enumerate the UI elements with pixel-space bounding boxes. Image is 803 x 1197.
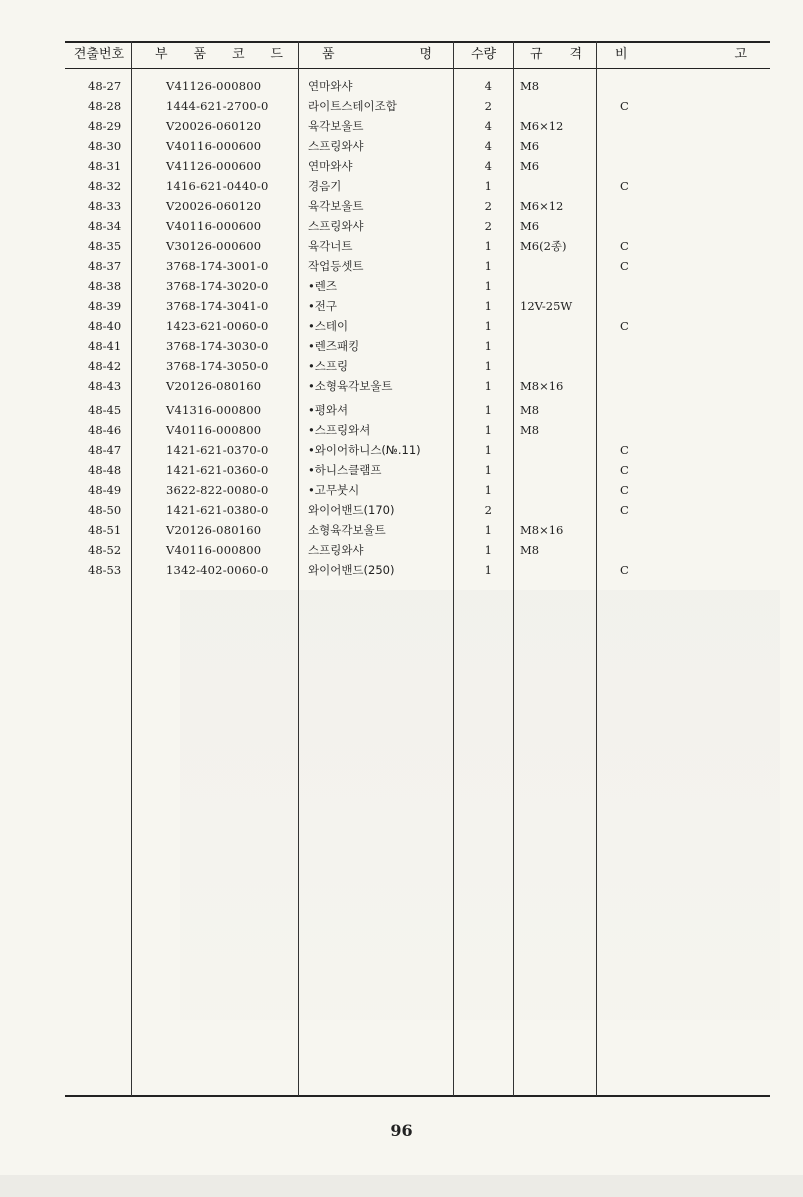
cell-name: •스프링와셔 bbox=[308, 423, 371, 437]
cell-name: •고무붓시 bbox=[308, 483, 360, 497]
cell-name: •렌즈패킹 bbox=[308, 339, 360, 353]
cell-name: •스테이 bbox=[308, 319, 349, 333]
table-row bbox=[0, 500, 803, 520]
table-row bbox=[0, 76, 803, 96]
cell-note: C bbox=[620, 179, 629, 193]
cell-qty: 4 bbox=[484, 139, 492, 153]
cell-no: 48-42 bbox=[88, 359, 122, 373]
cell-no: 48-28 bbox=[88, 99, 122, 113]
cell-code: 1342-402-0060-0 bbox=[166, 563, 269, 577]
table-row bbox=[0, 460, 803, 480]
cell-code: V40116-000600 bbox=[166, 219, 262, 233]
cell-spec: M6 bbox=[520, 139, 540, 153]
header-code-char: 코 bbox=[231, 47, 245, 62]
cell-code: V41126-000600 bbox=[166, 159, 262, 173]
cell-code: 3768-174-3001-0 bbox=[166, 259, 269, 273]
cell-name: 와이어밴드(250) bbox=[308, 563, 395, 577]
cell-name: •평와셔 bbox=[308, 403, 349, 417]
cell-no: 48-35 bbox=[88, 239, 122, 253]
table-row bbox=[0, 316, 803, 336]
header-code-char: 품 bbox=[193, 47, 207, 62]
cell-note: C bbox=[620, 319, 629, 333]
cell-no: 48-50 bbox=[88, 503, 122, 517]
cell-no: 48-51 bbox=[88, 523, 122, 537]
table-row bbox=[0, 176, 803, 196]
cell-no: 48-47 bbox=[88, 443, 122, 457]
cell-qty: 1 bbox=[484, 443, 492, 457]
cell-spec: M8 bbox=[520, 543, 540, 557]
cell-code: 3768-174-3020-0 bbox=[166, 279, 269, 293]
cell-code: V20026-060120 bbox=[166, 119, 262, 133]
cell-spec: M8×16 bbox=[520, 523, 564, 537]
cell-name: 경음기 bbox=[308, 179, 342, 193]
cell-code: V40116-000800 bbox=[166, 543, 262, 557]
cell-spec: M6×12 bbox=[520, 199, 564, 213]
cell-name: •와이어하니스(№.11) bbox=[308, 443, 421, 457]
cell-no: 48-33 bbox=[88, 199, 122, 213]
header-spec-char: 규 bbox=[530, 47, 543, 62]
cell-code: 3768-174-3030-0 bbox=[166, 339, 269, 353]
table-row bbox=[0, 400, 803, 420]
cell-name: 육각보울트 bbox=[308, 119, 364, 133]
header-spec bbox=[530, 43, 582, 67]
cell-qty: 1 bbox=[484, 563, 492, 577]
cell-note: C bbox=[620, 99, 629, 113]
cell-qty: 1 bbox=[484, 339, 492, 353]
cell-no: 48-46 bbox=[88, 423, 122, 437]
header-code-char: 부 bbox=[155, 47, 168, 62]
cell-qty: 1 bbox=[484, 463, 492, 477]
cell-no: 48-53 bbox=[88, 563, 122, 577]
cell-no: 48-52 bbox=[88, 543, 122, 557]
cell-qty: 2 bbox=[484, 219, 492, 233]
cell-name: •하니스클램프 bbox=[308, 463, 382, 477]
table-row bbox=[0, 276, 803, 296]
parts-table-body bbox=[0, 76, 803, 580]
cell-qty: 1 bbox=[484, 179, 492, 193]
cell-spec: M6 bbox=[520, 219, 540, 233]
cell-code: 1421-621-0380-0 bbox=[166, 503, 269, 517]
cell-qty: 1 bbox=[484, 423, 492, 437]
header-name-char: 품 bbox=[322, 47, 335, 62]
cell-no: 48-31 bbox=[88, 159, 122, 173]
cell-no: 48-43 bbox=[88, 379, 122, 393]
bleed-through-shadow bbox=[180, 590, 780, 1020]
cell-name: 라이트스테이조합 bbox=[308, 99, 397, 113]
cell-code: V41126-000800 bbox=[166, 79, 262, 93]
table-header-divider bbox=[65, 68, 770, 69]
table-row bbox=[0, 356, 803, 376]
cell-name: 작업등셋트 bbox=[308, 259, 364, 273]
cell-name: 연마와샤 bbox=[308, 79, 353, 93]
cell-name: 연마와샤 bbox=[308, 159, 353, 173]
cell-note: C bbox=[620, 443, 629, 457]
header-spec-char: 격 bbox=[569, 47, 582, 62]
cell-qty: 4 bbox=[484, 159, 492, 173]
cell-name: 스프링와샤 bbox=[308, 219, 364, 233]
cell-qty: 1 bbox=[484, 403, 492, 417]
table-row bbox=[0, 116, 803, 136]
cell-qty: 1 bbox=[484, 543, 492, 557]
cell-no: 48-27 bbox=[88, 79, 122, 93]
cell-name: 소형육각보울트 bbox=[308, 523, 386, 537]
cell-code: 1423-621-0060-0 bbox=[166, 319, 269, 333]
cell-no: 48-49 bbox=[88, 483, 122, 497]
cell-qty: 1 bbox=[484, 259, 492, 273]
table-row bbox=[0, 560, 803, 580]
cell-no: 48-40 bbox=[88, 319, 122, 333]
cell-no: 48-38 bbox=[88, 279, 122, 293]
table-row bbox=[0, 196, 803, 216]
cell-qty: 1 bbox=[484, 299, 492, 313]
header-note-char: 비 bbox=[615, 47, 628, 62]
cell-spec: M8×16 bbox=[520, 379, 564, 393]
cell-name: 육각너트 bbox=[308, 239, 353, 253]
cell-code: V20126-080160 bbox=[166, 523, 262, 537]
cell-no: 48-29 bbox=[88, 119, 122, 133]
cell-code: V40116-000600 bbox=[166, 139, 262, 153]
cell-code: 3622-822-0080-0 bbox=[166, 483, 269, 497]
cell-no: 48-34 bbox=[88, 219, 122, 233]
cell-qty: 1 bbox=[484, 319, 492, 333]
cell-note: C bbox=[620, 463, 629, 477]
cell-name: 육각보울트 bbox=[308, 199, 364, 213]
table-row bbox=[0, 376, 803, 396]
cell-code: V20026-060120 bbox=[166, 199, 262, 213]
header-name-char: 명 bbox=[419, 47, 432, 62]
header-code bbox=[155, 43, 283, 67]
cell-note: C bbox=[620, 259, 629, 273]
header-no: 견출번호 bbox=[73, 47, 125, 62]
cell-qty: 4 bbox=[484, 79, 492, 93]
cell-note: C bbox=[620, 239, 629, 253]
cell-no: 48-41 bbox=[88, 339, 122, 353]
cell-qty: 1 bbox=[484, 483, 492, 497]
cell-name: •소형육각보울트 bbox=[308, 379, 393, 393]
cell-spec: M6(2종) bbox=[520, 239, 567, 253]
table-row bbox=[0, 96, 803, 116]
table-bottom-border bbox=[65, 1095, 770, 1097]
cell-name: •스프링 bbox=[308, 359, 349, 373]
cell-qty: 4 bbox=[484, 119, 492, 133]
cell-no: 48-39 bbox=[88, 299, 122, 313]
cell-qty: 1 bbox=[484, 279, 492, 293]
table-row bbox=[0, 296, 803, 316]
cell-spec: M8 bbox=[520, 423, 540, 437]
table-row bbox=[0, 420, 803, 440]
scan-bottom-edge bbox=[0, 1175, 803, 1197]
cell-code: 1421-621-0360-0 bbox=[166, 463, 269, 477]
cell-qty: 1 bbox=[484, 379, 492, 393]
cell-spec: M8 bbox=[520, 403, 540, 417]
cell-code: 3768-174-3041-0 bbox=[166, 299, 269, 313]
cell-code: V40116-000800 bbox=[166, 423, 262, 437]
cell-no: 48-37 bbox=[88, 259, 122, 273]
cell-name: 스프링와샤 bbox=[308, 139, 364, 153]
cell-code: 1421-621-0370-0 bbox=[166, 443, 269, 457]
table-row bbox=[0, 216, 803, 236]
table-row bbox=[0, 440, 803, 460]
cell-note: C bbox=[620, 503, 629, 517]
cell-qty: 2 bbox=[484, 503, 492, 517]
cell-spec: M6 bbox=[520, 159, 540, 173]
cell-name: •렌즈 bbox=[308, 279, 338, 293]
cell-code: V20126-080160 bbox=[166, 379, 262, 393]
cell-code: V30126-000600 bbox=[166, 239, 262, 253]
cell-code: 1416-621-0440-0 bbox=[166, 179, 269, 193]
cell-qty: 2 bbox=[484, 99, 492, 113]
header-code-char: 드 bbox=[270, 47, 283, 62]
cell-no: 48-32 bbox=[88, 179, 122, 193]
cell-no: 48-30 bbox=[88, 139, 122, 153]
table-row bbox=[0, 136, 803, 156]
table-row bbox=[0, 256, 803, 276]
header-name bbox=[322, 43, 432, 67]
header-note-char: 고 bbox=[734, 47, 747, 62]
table-row bbox=[0, 156, 803, 176]
cell-name: •전구 bbox=[308, 299, 338, 313]
cell-qty: 1 bbox=[484, 239, 492, 253]
cell-spec: M8 bbox=[520, 79, 540, 93]
cell-note: C bbox=[620, 483, 629, 497]
cell-code: V41316-000800 bbox=[166, 403, 262, 417]
table-row bbox=[0, 540, 803, 560]
cell-qty: 1 bbox=[484, 523, 492, 537]
cell-no: 48-48 bbox=[88, 463, 122, 477]
table-row bbox=[0, 480, 803, 500]
cell-code: 3768-174-3050-0 bbox=[166, 359, 269, 373]
cell-qty: 1 bbox=[484, 359, 492, 373]
cell-spec: 12V-25W bbox=[520, 299, 573, 313]
table-row bbox=[0, 520, 803, 540]
cell-code: 1444-621-2700-0 bbox=[166, 99, 269, 113]
header-note bbox=[615, 43, 747, 67]
cell-name: 스프링와샤 bbox=[308, 543, 364, 557]
page-number: 96 bbox=[390, 1121, 413, 1140]
cell-spec: M6×12 bbox=[520, 119, 564, 133]
header-qty: 수량 bbox=[470, 47, 497, 62]
table-row bbox=[0, 336, 803, 356]
cell-no: 48-45 bbox=[88, 403, 122, 417]
cell-name: 와이어밴드(170) bbox=[308, 503, 395, 517]
cell-note: C bbox=[620, 563, 629, 577]
cell-qty: 2 bbox=[484, 199, 492, 213]
table-row bbox=[0, 236, 803, 256]
